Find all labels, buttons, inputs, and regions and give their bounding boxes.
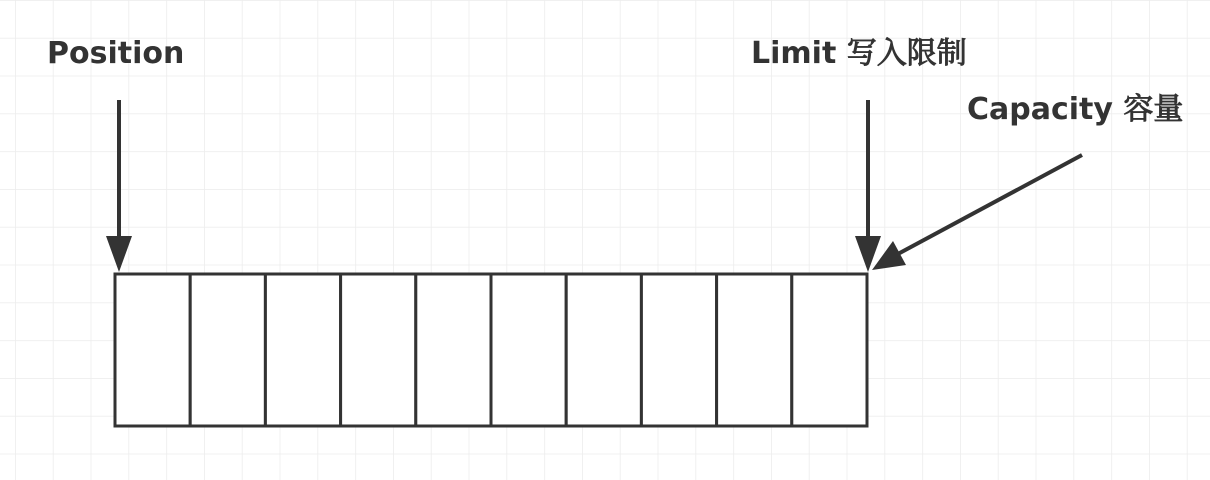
limit-label: Limit 写入限制 [751,36,967,71]
buffer-cell [566,274,641,426]
buffer-cell [190,274,265,426]
buffer-cell [341,274,416,426]
buffer-cell [717,274,792,426]
buffer-cells [115,274,867,426]
buffer-cell [792,274,867,426]
buffer-cell [115,274,190,426]
buffer-cell [491,274,566,426]
capacity-label: Capacity 容量 [967,92,1184,127]
buffer-cell [641,274,716,426]
buffer-cell [416,274,491,426]
position-label: Position [47,36,185,71]
buffer-cell [265,274,340,426]
